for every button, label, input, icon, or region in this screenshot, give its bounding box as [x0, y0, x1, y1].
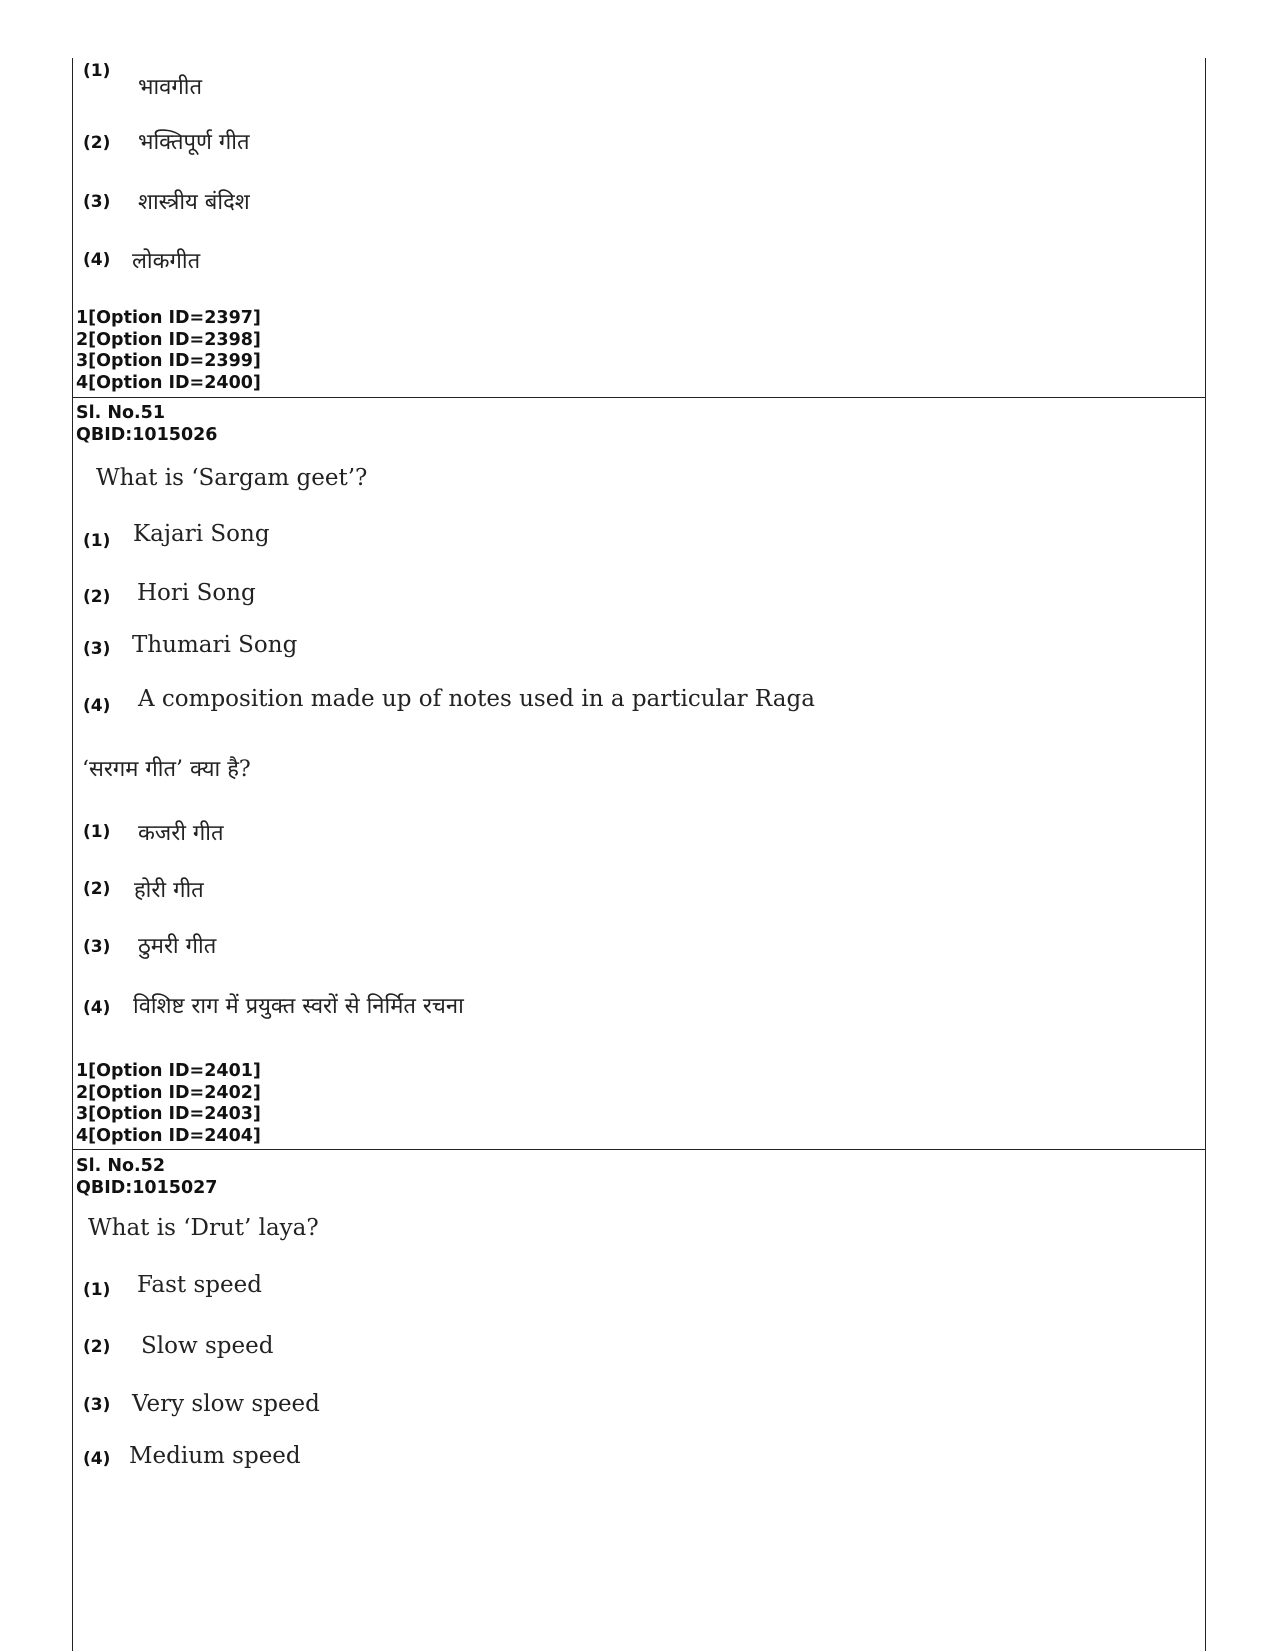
serial-number: Sl. No.52: [76, 1156, 166, 1176]
option-number: (4): [83, 998, 111, 1018]
option-id: 4[Option ID=2404]: [76, 1125, 261, 1146]
option-text: विशिष्ट राग में प्रयुक्त स्वरों से निर्मित रचना: [133, 994, 464, 1019]
option-id: 2[Option ID=2398]: [76, 329, 261, 350]
option-number: (1): [83, 531, 111, 551]
divider-q52: [72, 1149, 1205, 1150]
question-text-hindi: ‘सरगम गीत’ क्या है?: [82, 757, 251, 782]
qbid: QBID:1015026: [76, 424, 218, 445]
option-text: Fast speed: [137, 1272, 262, 1298]
option-number: (4): [83, 1449, 111, 1469]
option-text: Medium speed: [129, 1443, 301, 1469]
option-text: भक्तिपूर्ण गीत: [138, 130, 250, 155]
option-text: शास्त्रीय बंदिश: [138, 190, 250, 215]
divider-q51: [72, 397, 1205, 398]
option-text: होरी गीत: [134, 878, 204, 903]
option-number: (1): [83, 61, 111, 81]
question-header: [76, 1156, 218, 1199]
option-ids: [76, 1061, 261, 1147]
option-text: Slow speed: [141, 1333, 274, 1359]
qbid: QBID:1015027: [76, 1177, 218, 1198]
serial-number: Sl. No.51: [76, 403, 166, 423]
option-number: (4): [83, 696, 111, 716]
option-number: (2): [83, 1337, 111, 1357]
option-number: (2): [83, 587, 111, 607]
option-number: (3): [83, 937, 111, 957]
option-id: 1[Option ID=2397]: [76, 308, 261, 328]
option-ids: [76, 308, 261, 394]
option-text: Thumari Song: [132, 632, 298, 658]
option-text: ठुमरी गीत: [138, 934, 217, 959]
option-number: (2): [83, 133, 111, 153]
question-text-english: What is ‘Sargam geet’?: [96, 465, 368, 491]
option-number: (3): [83, 1395, 111, 1415]
option-text: Very slow speed: [132, 1391, 320, 1417]
option-text: Kajari Song: [133, 521, 270, 547]
option-number: (4): [83, 250, 111, 270]
question-text-english: What is ‘Drut’ laya?: [88, 1215, 319, 1241]
option-text: Hori Song: [137, 580, 256, 606]
option-number: (1): [83, 1280, 111, 1300]
option-id: 1[Option ID=2401]: [76, 1061, 261, 1081]
option-number: (3): [83, 639, 111, 659]
option-number: (1): [83, 822, 111, 842]
option-text: कजरी गीत: [138, 821, 224, 846]
option-text: भावगीत: [138, 75, 203, 100]
option-id: 3[Option ID=2403]: [76, 1104, 261, 1124]
option-text: A composition made up of notes used in a particular Raga: [138, 686, 815, 712]
option-id: 3[Option ID=2399]: [76, 351, 261, 371]
option-number: (2): [83, 879, 111, 899]
option-text: लोकगीत: [132, 249, 201, 274]
option-id: 2[Option ID=2402]: [76, 1082, 261, 1103]
option-number: (3): [83, 192, 111, 212]
question-header: [76, 403, 218, 446]
option-id: 4[Option ID=2400]: [76, 372, 261, 393]
